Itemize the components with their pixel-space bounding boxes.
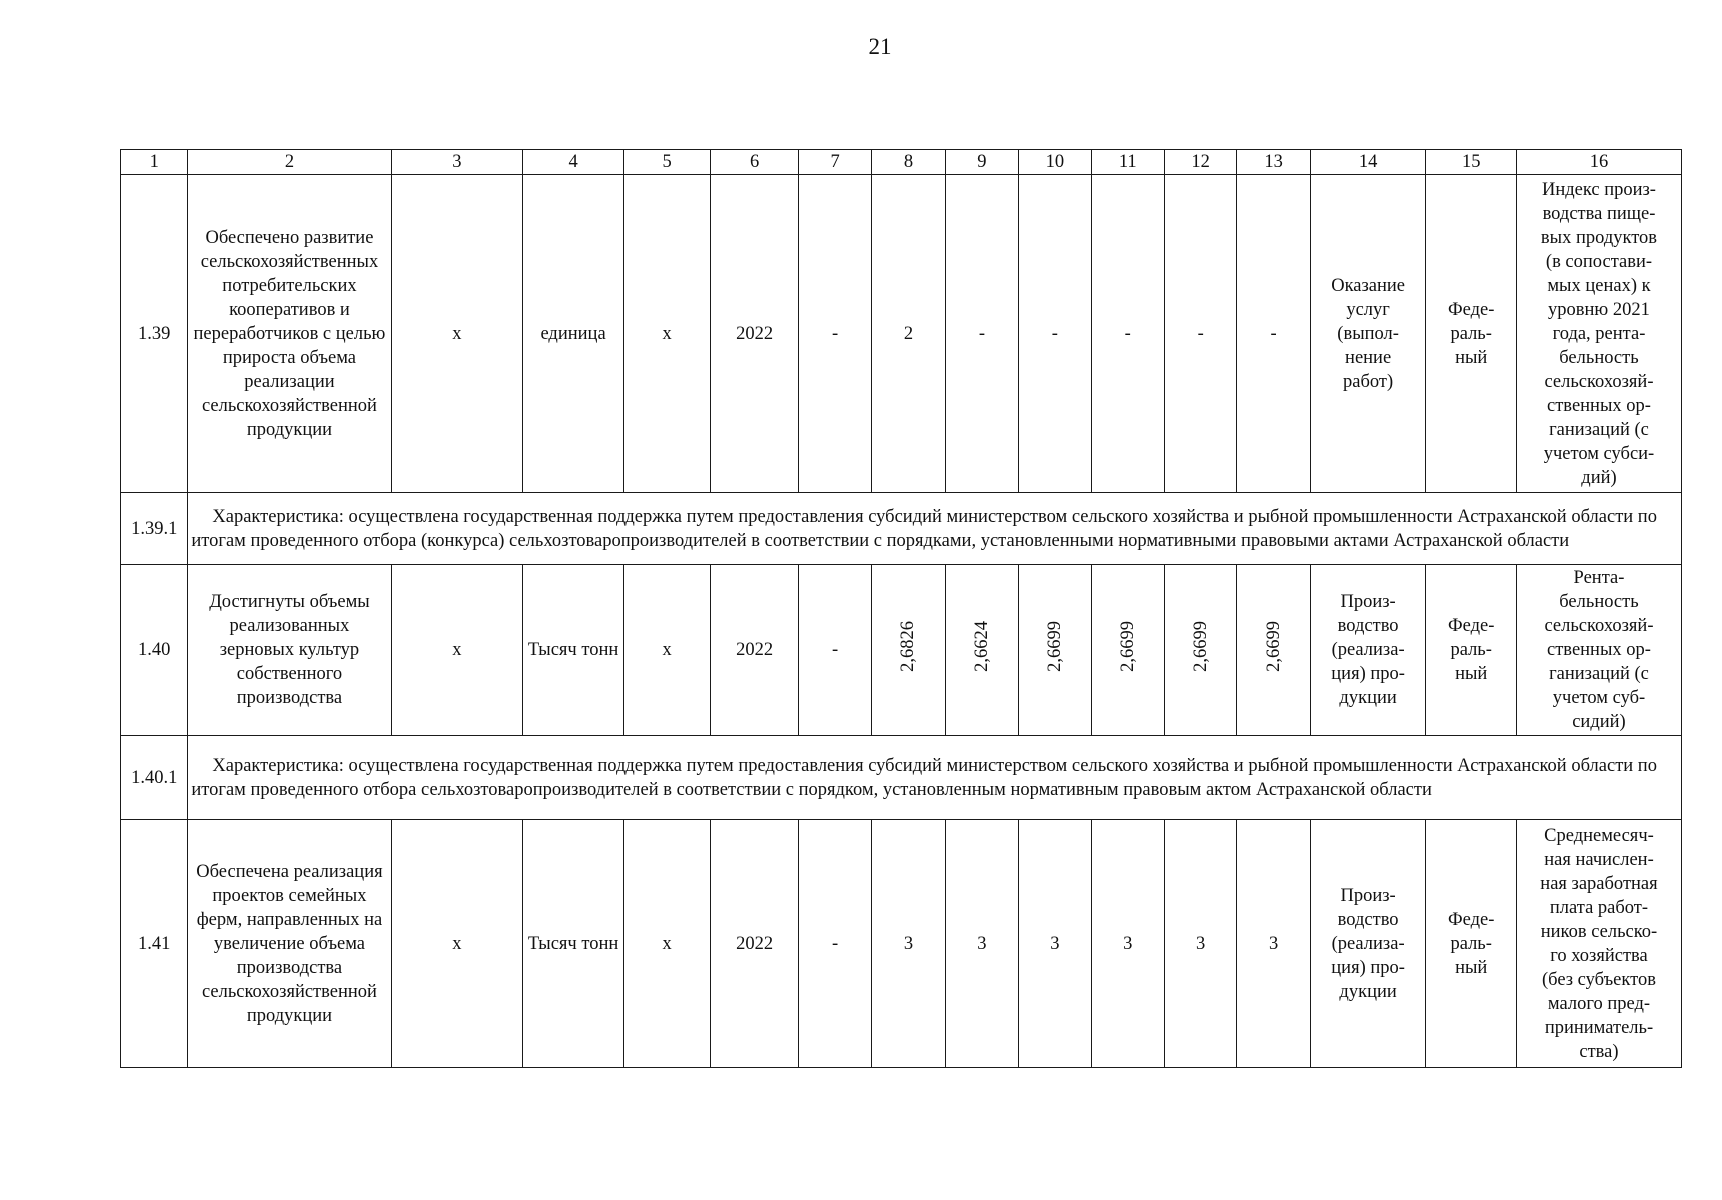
column-number: 15 (1426, 150, 1517, 175)
unit: Тысяч тонн (523, 565, 624, 736)
column-number: 16 (1516, 150, 1681, 175)
page-number: 21 (868, 34, 892, 59)
project-level: Феде- раль- ный (1426, 820, 1517, 1068)
column-number: 2 (188, 150, 391, 175)
value: - (798, 565, 871, 736)
year: 2022 (711, 820, 799, 1068)
value: - (945, 175, 1018, 493)
result-type: Произ- водство (реализа- ция) про- дукции (1310, 565, 1426, 736)
project-level: Феде- раль- ный (1426, 565, 1517, 736)
row-number: 1.41 (121, 820, 188, 1068)
result-type: Оказание услуг (выпол- нение работ) (1310, 175, 1426, 493)
value-cell (1019, 565, 1091, 736)
value: - (798, 175, 871, 493)
value: 2,6826 (898, 621, 919, 672)
cell: х (623, 175, 711, 493)
cell: х (391, 565, 523, 736)
table-row (121, 736, 1682, 820)
linked-indicator: Рента- бельность сельскохозяй- ственных ор- ганизаций (с учетом суб- сидий) (1516, 565, 1681, 736)
unit: единица (523, 175, 624, 493)
value: 3 (872, 820, 945, 1068)
value: 3 (1237, 820, 1310, 1068)
characteristic-text: Характеристика: осуществлена государственная поддержка путем предоставления субсидий министерством сельского хозяйства и рыбной промышленности Астраханской области по итогам проведенного отбора сельхозтоваропроизводителей в соответствии с порядком, установленным нормативным правовым актом Астраханской области (188, 736, 1682, 820)
row-number: 1.40 (121, 565, 188, 736)
table-row (121, 493, 1682, 565)
value: - (1091, 175, 1164, 493)
column-number: 4 (523, 150, 624, 175)
column-number: 14 (1310, 150, 1426, 175)
column-number: 13 (1237, 150, 1310, 175)
column-number: 1 (121, 150, 188, 175)
value: 3 (1164, 820, 1236, 1068)
value-cell (872, 565, 945, 736)
result-description: Обеспечена реализация проектов семейных ферм, направленных на увеличение объема производства сельскохозяйственной продукции (188, 820, 391, 1068)
linked-indicator: Индекс произ- водства пище- вых продуктов (в сопостави- мых ценах) к уровню 2021 года, рента- бельность сельскохозяй- ственных ор- ганизаций (с учетом субси- дий) (1516, 175, 1681, 493)
year: 2022 (711, 175, 799, 493)
linked-indicator: Среднемесяч- ная начислен- ная заработная плата работ- ников сельско- го хозяйства (без субъектов малого пред- приниматель- ства) (1516, 820, 1681, 1068)
cell: х (391, 820, 523, 1068)
project-level: Феде- раль- ный (1426, 175, 1517, 493)
row-number: 1.39.1 (121, 493, 188, 565)
cell: х (391, 175, 523, 493)
column-number: 5 (623, 150, 711, 175)
value: 2,6624 (971, 621, 992, 672)
cell: х (623, 565, 711, 736)
column-number: 8 (872, 150, 945, 175)
value: - (1237, 175, 1310, 493)
program-table (120, 149, 1682, 1068)
result-description: Достигнуты объемы реализованных зерновых культур собственного производства (188, 565, 391, 736)
row-number: 1.39 (121, 175, 188, 493)
column-number: 11 (1091, 150, 1164, 175)
value: 2 (872, 175, 945, 493)
value: 3 (1019, 820, 1091, 1068)
result-description: Обеспечено развитие сельскохозяйственных потребительских кооперативов и переработчиков с целью прироста объема реализации сельскохозяйственной продукции (188, 175, 391, 493)
column-number: 7 (798, 150, 871, 175)
value-cell (1091, 565, 1164, 736)
result-type: Произ- водство (реализа- ция) про- дукции (1310, 820, 1426, 1068)
column-number: 9 (945, 150, 1018, 175)
cell: х (623, 820, 711, 1068)
value: - (1164, 175, 1236, 493)
value: 2,6699 (1117, 621, 1138, 672)
column-number: 10 (1019, 150, 1091, 175)
value-cell (1237, 565, 1310, 736)
value: 2,6699 (1044, 621, 1065, 672)
value-cell (1164, 565, 1236, 736)
value-cell (945, 565, 1018, 736)
table-row (121, 820, 1682, 1068)
row-number: 1.40.1 (121, 736, 188, 820)
column-numbers-row (121, 150, 1682, 175)
value: - (798, 820, 871, 1068)
unit: Тысяч тонн (523, 820, 624, 1068)
characteristic-text: Характеристика: осуществлена государственная поддержка путем предоставления субсидий министерством сельского хозяйства и рыбной промышленности Астраханской области по итогам проведенного отбора (конкурса) сельхозтоваропроизводителей в соответствии с порядками, установленными нормативными правовыми актами Астраханской области (188, 493, 1682, 565)
column-number: 6 (711, 150, 799, 175)
year: 2022 (711, 565, 799, 736)
table-row (121, 175, 1682, 493)
value: 3 (945, 820, 1018, 1068)
column-number: 3 (391, 150, 523, 175)
column-number: 12 (1164, 150, 1236, 175)
value: 3 (1091, 820, 1164, 1068)
table-row (121, 565, 1682, 736)
value: 2,6699 (1190, 621, 1211, 672)
value: 2,6699 (1263, 621, 1284, 672)
value: - (1019, 175, 1091, 493)
